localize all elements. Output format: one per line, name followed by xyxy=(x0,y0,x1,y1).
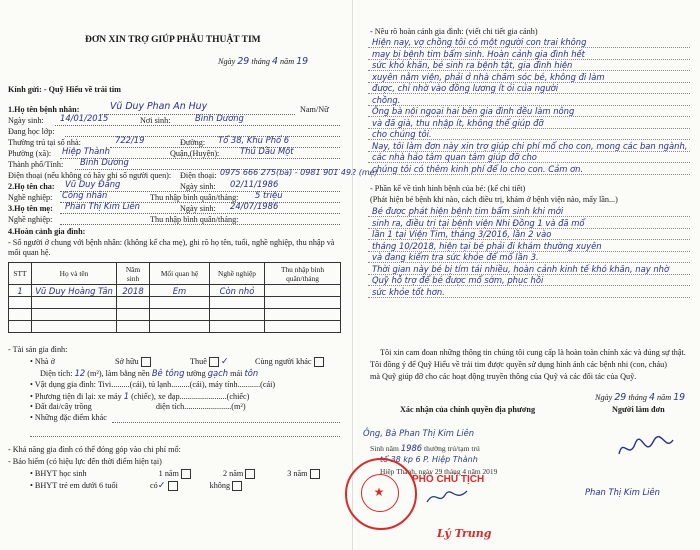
commitment-3: mà Quỹ giúp đỡ cho các hoạt động truyền thông của Quỹ và các đối tác của Quỹ. xyxy=(370,372,637,381)
confirm-dob: Sinh năm 1986 thường trú/tạm trú xyxy=(370,443,480,453)
vehicle-line: • Phương tiện đi lại: xe máy 1 (chiếc), xe đạp.......................(chiếc) xyxy=(30,391,250,401)
dotted-line xyxy=(60,213,340,214)
district: Thủ Dầu Một xyxy=(240,146,294,156)
rent-checkbox[interactable] xyxy=(209,357,219,367)
page-fold xyxy=(352,0,353,550)
city-label: Thành phố/Tỉnh: xyxy=(8,160,64,169)
official-signature xyxy=(425,487,470,507)
own-checkbox[interactable] xyxy=(141,357,151,367)
table-header: STT xyxy=(9,263,32,285)
applicant-signature xyxy=(615,432,675,462)
house-number: 722/19 xyxy=(115,135,145,145)
handwritten-line: Hiện nay, vợ chồng tôi có một người con trai không xyxy=(372,37,587,47)
father-job-label: Nghề nghiệp: xyxy=(8,193,53,202)
father-dob: 02/11/1986 xyxy=(230,179,279,189)
dotted-line xyxy=(368,174,690,175)
mother-name-label: 3.Họ tên mẹ: xyxy=(8,204,53,213)
handwritten-line: chúng tôi có thêm kinh phí để lo cho con. Cảm ơn. xyxy=(372,163,584,174)
shared-option: Cùng người khác xyxy=(255,357,324,367)
table-cell xyxy=(265,285,341,297)
city: Bình Dương xyxy=(80,157,129,167)
father-name: Vũ Duy Đăng xyxy=(65,179,121,189)
handwritten-line: chồng. xyxy=(372,94,401,105)
handwritten-line: sức khỏe tốt hơn. xyxy=(372,286,445,297)
bhyt-child: • BHYT trẻ em dưới 6 tuổi có✓ không xyxy=(30,481,242,491)
table-cell: 2018 xyxy=(117,285,150,297)
confirm-date: Hiệp Thành, ngày 29 tháng 4 năm 2019 xyxy=(380,467,498,476)
father-income: 5 triệu xyxy=(255,190,283,200)
father-dob-label: Ngày sinh: xyxy=(180,182,216,191)
patient-name: Vũ Duy Phan An Huy xyxy=(110,101,208,112)
household-table xyxy=(8,262,341,333)
form-title: ĐƠN XIN TRỢ GIÚP PHẪU THUẬT TIM xyxy=(85,35,261,45)
history-heading: - Phần kể về tình hình bệnh của bé: (kể chi tiết) xyxy=(370,184,526,193)
dotted-line xyxy=(110,147,340,148)
official-seal: ★ xyxy=(345,458,417,530)
handwritten-line: sức khó khăn, bé sinh ra bệnh tật, gia đình hiện xyxy=(372,60,573,70)
father-income-label: Thu nhập bình quân/tháng: xyxy=(150,193,239,202)
birthplace-label: Nơi sinh: xyxy=(140,116,171,125)
district-label: Quận,(Huyện): xyxy=(170,149,220,158)
two-year-checkbox[interactable] xyxy=(245,469,255,479)
handwritten-line: Nay, tôi làm đơn này xin trợ giúp chi phí mổ cho con, mong các ban ngành, xyxy=(372,140,688,151)
table-header: Năm sinh xyxy=(117,263,150,285)
commitment-1: Tôi xin cam đoan những thông tin chúng tôi cung cấp là hoàn toàn chính xác và đúng sự thật. xyxy=(380,348,686,357)
handwritten-line: được, chỉ nhờ vào đồng lương ít ỏi của người xyxy=(372,83,559,93)
own-option: Sở hữu xyxy=(115,357,151,367)
table-header: Họ và tên xyxy=(32,263,117,285)
patient-name-label: 1.Họ tên bệnh nhân: xyxy=(8,105,80,114)
area-line: Diện tích: 12 (m²), làm bằng nền Bê tông tường gạch mái tôn xyxy=(40,368,259,378)
school-label: Đang học lớp: xyxy=(8,127,55,136)
insurance-heading: - Bảo hiểm (có hiệu lực đến thời điểm hiện tại) xyxy=(8,457,162,466)
handwritten-line: Bé được phát hiện bệnh tim bẩm sinh khi mới xyxy=(372,206,564,216)
shared-checkbox[interactable] xyxy=(314,357,324,367)
street: Tổ 38, Khu Phố 6 xyxy=(218,135,290,145)
house-label: • Nhà ở xyxy=(30,357,55,366)
rent-option: Thuê ✓ xyxy=(190,356,229,367)
handwritten-line: các nhà hảo tâm quan tâm giúp đỡ cho xyxy=(372,152,537,162)
form-date: Ngày 29 tháng 4 năm 19 xyxy=(218,56,309,67)
bhyt-student: • BHYT học sinh 1 năm 2 năm 3 năm xyxy=(30,469,320,479)
stamp-title: PHÓ CHỦ TỊCH xyxy=(412,474,485,485)
ward: Hiệp Thành xyxy=(62,146,110,156)
phone-note: Điện thoại (nếu không có hãy ghi số người quen): xyxy=(8,171,172,180)
table-header: Nghề nghiệp xyxy=(210,263,265,285)
confirm-address: tổ 38 kp 6 P. Hiệp Thành xyxy=(380,455,478,464)
dotted-line xyxy=(112,422,340,423)
dotted-line xyxy=(368,93,690,94)
handwritten-line: Ông bà nội ngoại hai bên gia đình đều làm nông xyxy=(372,106,575,116)
table-row xyxy=(9,285,341,297)
other-features-label: • Những đặc điểm khác xyxy=(30,413,107,422)
history-note: (Phát hiện bé bệnh khi nào, cách điều trị, khám ở bệnh viện nào, mấy lần...) xyxy=(370,195,618,204)
mother-dob: 24/07/1986 xyxy=(230,201,279,211)
mother-job-label: Nghề nghiệp: xyxy=(8,215,53,224)
three-year-checkbox[interactable] xyxy=(310,469,320,479)
mother-dob-label: Ngày sinh: xyxy=(180,204,216,213)
dotted-line xyxy=(60,224,340,225)
context-heading: - Nêu rõ hoàn cảnh gia đình: (viết chi tiết gia cảnh) xyxy=(370,27,538,36)
birthplace: Bình Dương xyxy=(195,113,244,123)
table-cell: 1 xyxy=(9,285,32,297)
handwritten-line: tháng 10/2018, hiện tại bé phải đi khám thường xuyên xyxy=(372,240,602,251)
yes-checkbox[interactable] xyxy=(168,481,178,491)
handwritten-line: may bị bệnh tim bẩm sinh. Hoàn cảnh gia đình hết xyxy=(372,48,585,59)
table-cell: Còn nhỏ xyxy=(210,285,265,297)
handwritten-line: sinh ra, điều trị tại bệnh viện Nhi Đồng 1 và đã mổ xyxy=(372,217,585,228)
official-name: Lý Trung xyxy=(437,527,492,540)
family-heading: 4.Hoàn cảnh gia đình: xyxy=(8,227,86,236)
dotted-line xyxy=(368,297,690,298)
street-label: Đường: xyxy=(180,138,206,147)
handwritten-line: Thời gian này bé bị tím tái nhiều, hoàn cảnh kinh tế khó khăn, nay nhờ xyxy=(372,263,670,274)
people-note: - Số người ở chung với bệnh nhân: (không kể cha mẹ), ghi rõ họ tên, tuổi, nghề nghiệp, thu nhập và mối quan hệ. xyxy=(8,238,335,257)
handwritten-line: lần 1 tại Viện Tim, tháng 3/2016, lần 2 vào xyxy=(372,229,552,239)
furniture-line: • Vật dụng gia đình: Tivi.........(cái), tủ lạnh.........(cái), máy tính...........(cái) xyxy=(30,380,276,389)
ward-label: Phường (xã): xyxy=(8,149,52,158)
father-name-label: 2.Họ tên cha: xyxy=(8,182,55,191)
phone-number: 0975 666 275(ba) - 0981 901 492 (mẹ) xyxy=(220,168,378,177)
phone-label: Điện thoại: xyxy=(180,171,217,180)
contribution-label: - Khả năng gia đình có thể đóng góp vào chi phí mổ: xyxy=(8,445,181,454)
mother-income-label: Thu nhập bình quân/tháng: xyxy=(150,215,239,224)
handwritten-line: cho chúng tôi. xyxy=(372,129,432,139)
applicant-name: Phan Thị Kim Liên xyxy=(585,487,660,497)
father-job: Công nhân xyxy=(62,190,108,200)
handwritten-line: và đã già, thu nhập ít, không thể giúp đỡ xyxy=(372,117,544,128)
table-row xyxy=(9,309,341,321)
confirm-name: Ông, Bà Phan Thị Kim Liên xyxy=(363,428,475,438)
mother-name: Phan Thị Kim Liên xyxy=(65,201,140,211)
handwritten-line: Quỹ hỗ trợ để bé được mổ sớm, phục hồi xyxy=(372,275,544,285)
dotted-line xyxy=(55,125,340,126)
table-row xyxy=(9,321,341,333)
addressee: Kính gửi: - Quỹ Hiểu về trái tim xyxy=(8,85,121,94)
dob-label: Ngày sinh: xyxy=(8,116,44,125)
table-cell: Vũ Duy Hoàng Tân xyxy=(32,285,117,297)
table-header: Thu nhập bình quân/tháng xyxy=(265,263,341,285)
one-year-checkbox[interactable] xyxy=(181,469,191,479)
applicant-label: Người làm đơn xyxy=(612,405,665,414)
local-confirmation-label: Xác nhận của chính quyền địa phương xyxy=(400,405,536,414)
patient-dob: 14/01/2015 xyxy=(60,113,109,123)
gender-label: Nam/Nữ xyxy=(300,105,329,114)
sign-date: Ngày 29 tháng 4 năm 19 xyxy=(595,392,686,403)
dotted-line xyxy=(65,136,340,137)
table-row xyxy=(9,297,341,309)
table-header: Mối quan hệ xyxy=(150,263,210,285)
handwritten-line: và đang kiểm tra sức khỏe để mổ lần 3. xyxy=(372,252,539,262)
table-cell: Em xyxy=(150,285,210,297)
dotted-line xyxy=(30,436,340,437)
commitment-2: Tôi đồng ý để Quỹ Hiểu về trái tim được quyền sử dụng hình ảnh các bệnh nhi (con, cháu) xyxy=(370,360,667,369)
address-label: Thường trú tại số nhà: xyxy=(8,138,81,147)
no-checkbox[interactable] xyxy=(232,481,242,491)
land-line: • Đất đai/cây trồng diện tích.......................(m²) xyxy=(30,402,246,411)
assets-heading: - Tài sản gia đình: xyxy=(8,345,68,354)
handwritten-line: xuyên nằm viện, phải ở nhà chăm sóc bé, không đi làm xyxy=(372,71,605,82)
